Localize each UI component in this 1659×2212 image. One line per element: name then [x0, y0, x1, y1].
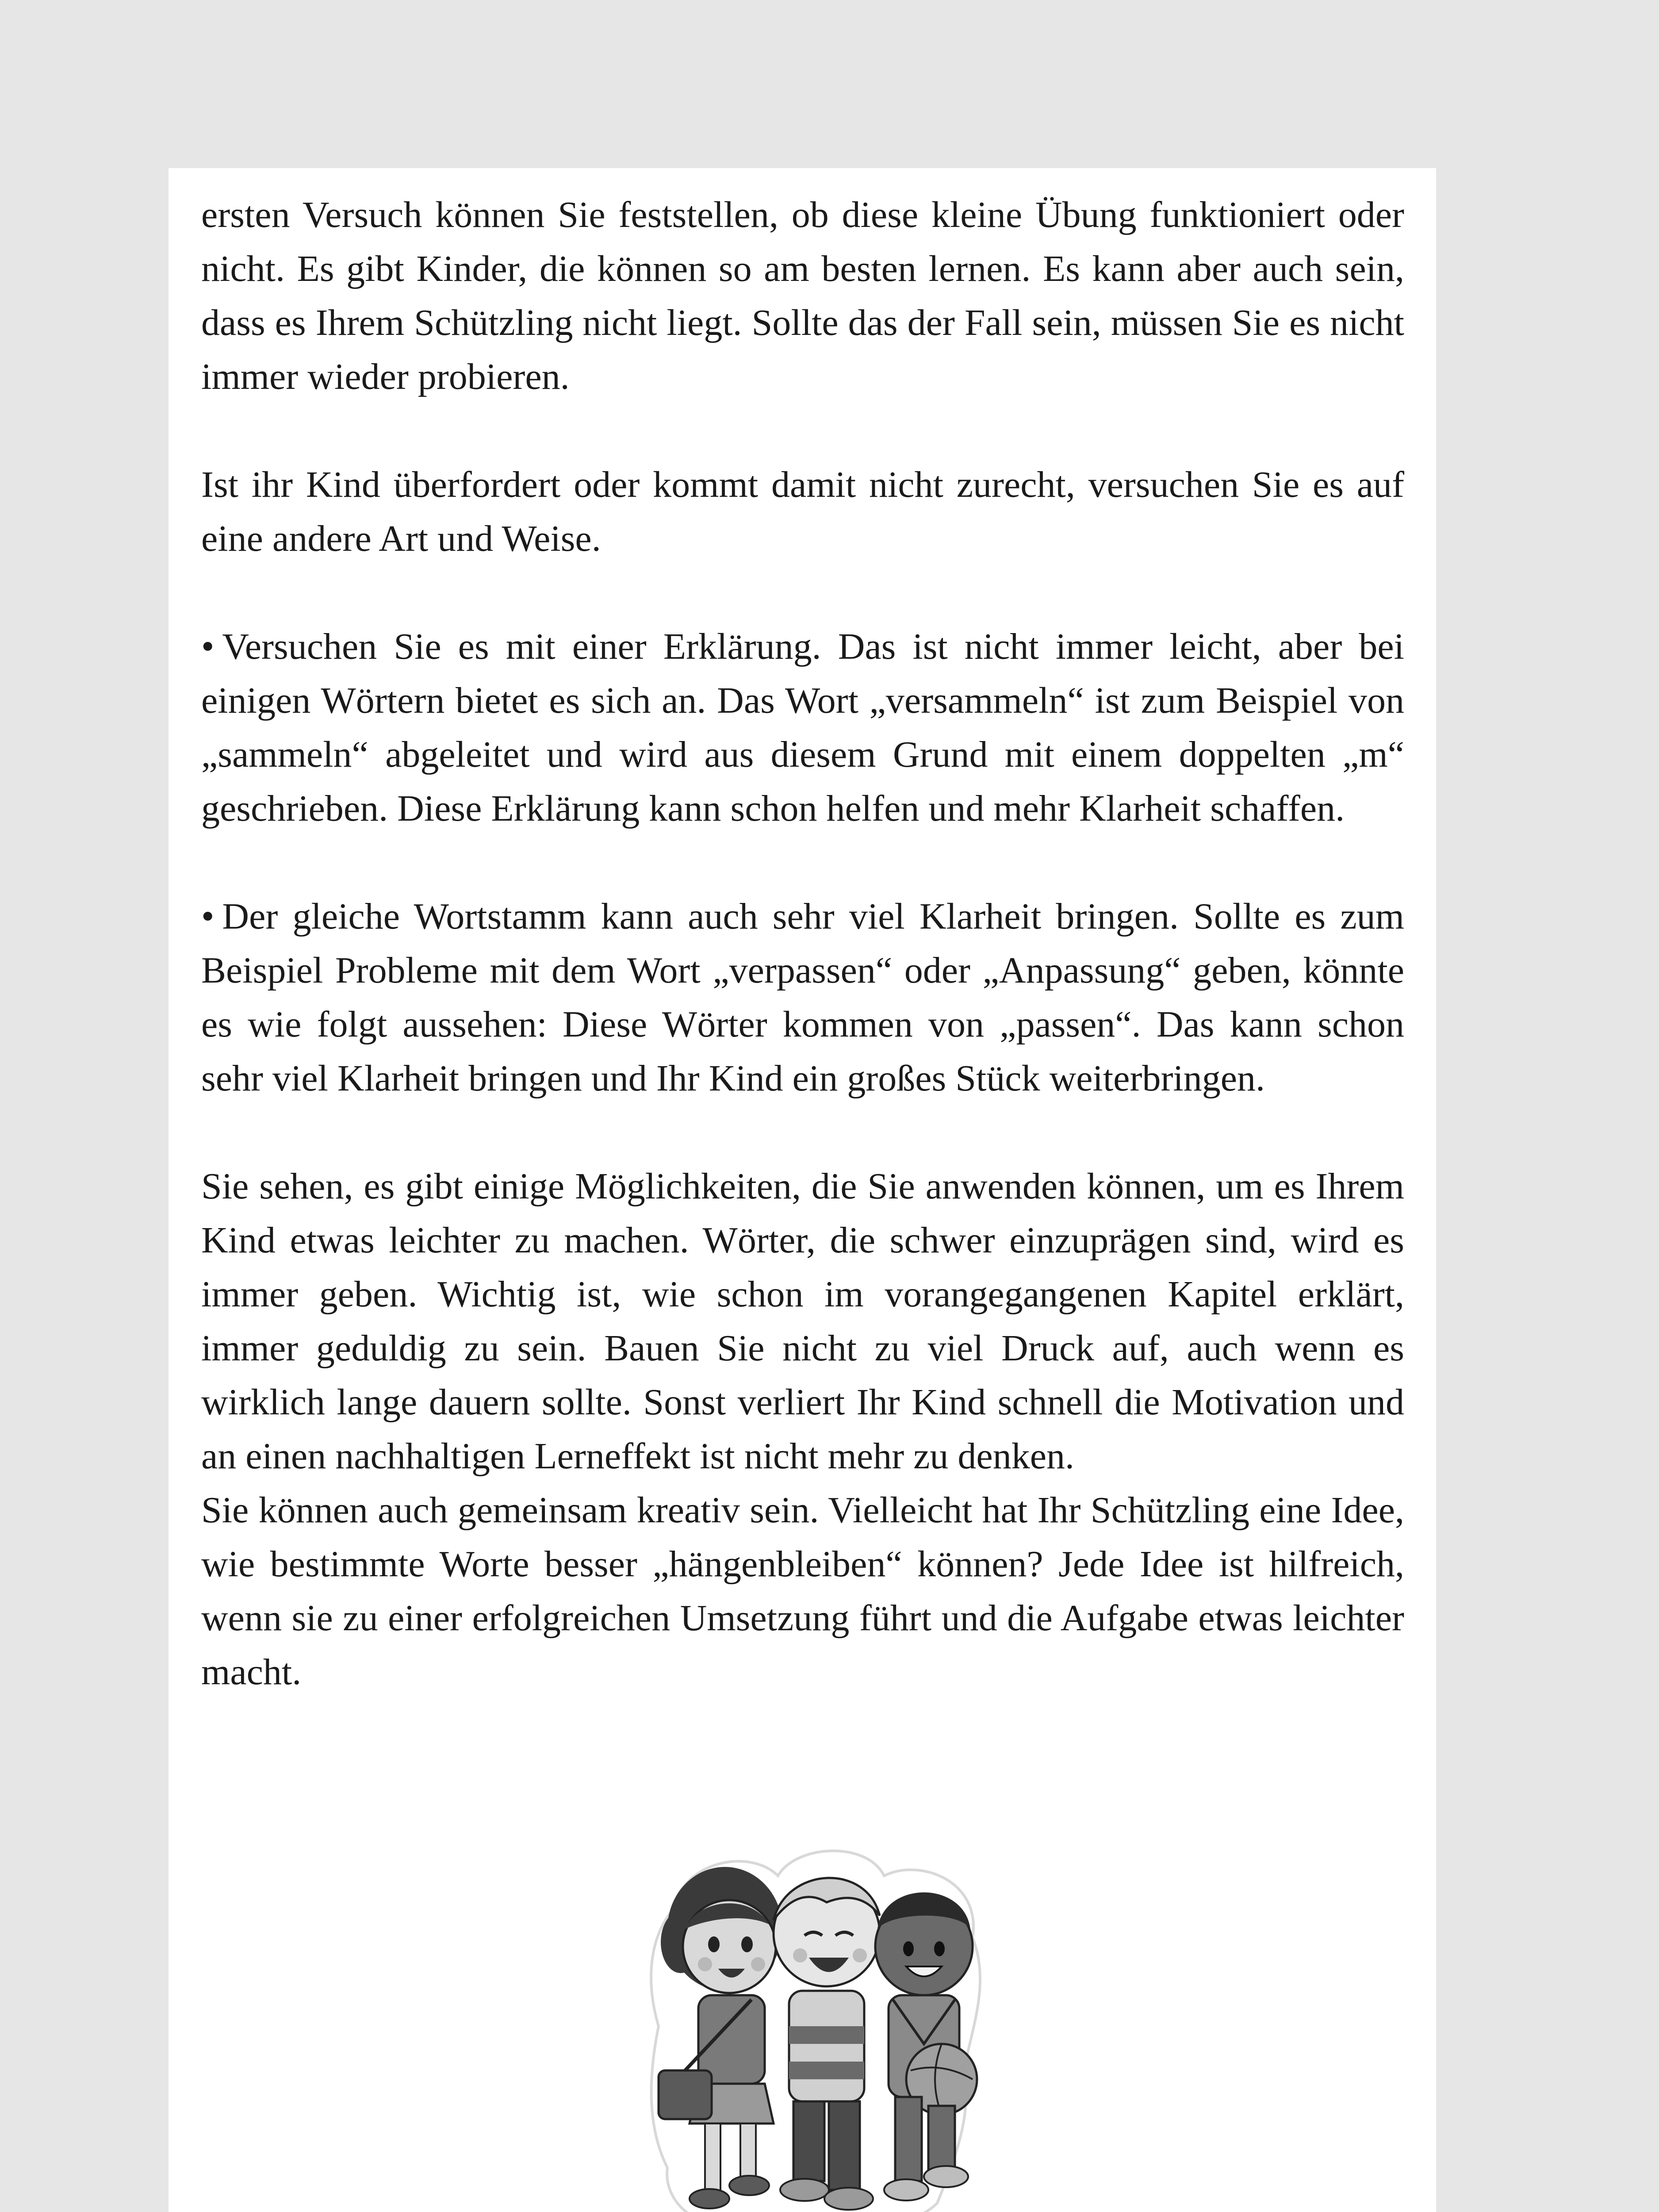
bullet-paragraph-1 [201, 620, 1404, 836]
bullet-paragraph-2 [201, 890, 1404, 1106]
paragraph-gap [201, 1106, 1404, 1160]
bullet-text: Der gleiche Wortstamm kann auch sehr viel Klarheit bringen. Sollte es zum Beispiel Probleme mit dem Wort „verpassen“ oder „Anpassung“ geben, könnte es wie folgt aussehen: Diese Wörter kommen von „passen“. Das kann schon sehr viel Klarheit bringen und Ihr Kind ein großes Stück weiterbringen. [201, 896, 1404, 1099]
paragraph-gap [201, 404, 1404, 458]
bullet-mark: • [201, 626, 215, 667]
paragraph-3: Sie sehen, es gibt einige Möglichkeiten, die Sie anwenden können, um es Ihrem Kind etwas leichter zu machen. Wörter, die schwer einzuprägen sind, wird es immer geben. Wichtig ist, wie schon im vorangegangenen Kapitel erklärt, immer geduldig zu sein. Bauen Sie nicht zu viel Druck auf, auch wenn es wirklich lange dauern sollte. Sonst verliert Ihr Kind schnell die Motivation und an einen nachhaltigen Lerneffekt ist nicht mehr zu denken. [201, 1166, 1404, 1477]
paragraph-gap [201, 836, 1404, 890]
three-children-walking-icon [619, 1840, 1026, 2212]
paragraph-1: ersten Versuch können Sie feststellen, ob diese kleine Übung funktioniert oder nicht. Es gibt Kinder, die können so am besten lernen. Es kann aber auch sein, dass es Ihrem Schützling nicht liegt. Sollte das der Fall sein, müssen Sie es nicht immer wieder probieren. [201, 194, 1404, 397]
book-page [169, 168, 1436, 2212]
paragraph-gap [201, 566, 1404, 620]
paragraph-4: Sie können auch gemeinsam kreativ sein. Vielleicht hat Ihr Schützling eine Idee, wie bestimmte Worte besser „hängenbleiben“ können? Jede Idee ist hilfreich, wenn sie zu einer erfolgreichen Umsetzung führt und die Aufgabe etwas leichter macht. [201, 1490, 1404, 1693]
paragraph-2: Ist ihr Kind überfordert oder kommt damit nicht zurecht, versuchen Sie es auf eine andere Art und Weise. [201, 464, 1404, 559]
body-text [201, 188, 1404, 1699]
bullet-text: Versuchen Sie es mit einer Erklärung. Das ist nicht immer leicht, aber bei einigen Wörtern bietet es sich an. Das Wort „versammeln“ ist zum Beispiel von „sammeln“ abgeleitet und wird aus diesem Grund mit einem doppelten „m“ geschrieben. Diese Erklärung kann schon helfen und mehr Klarheit schaffen. [201, 626, 1404, 829]
bullet-mark: • [201, 896, 215, 937]
